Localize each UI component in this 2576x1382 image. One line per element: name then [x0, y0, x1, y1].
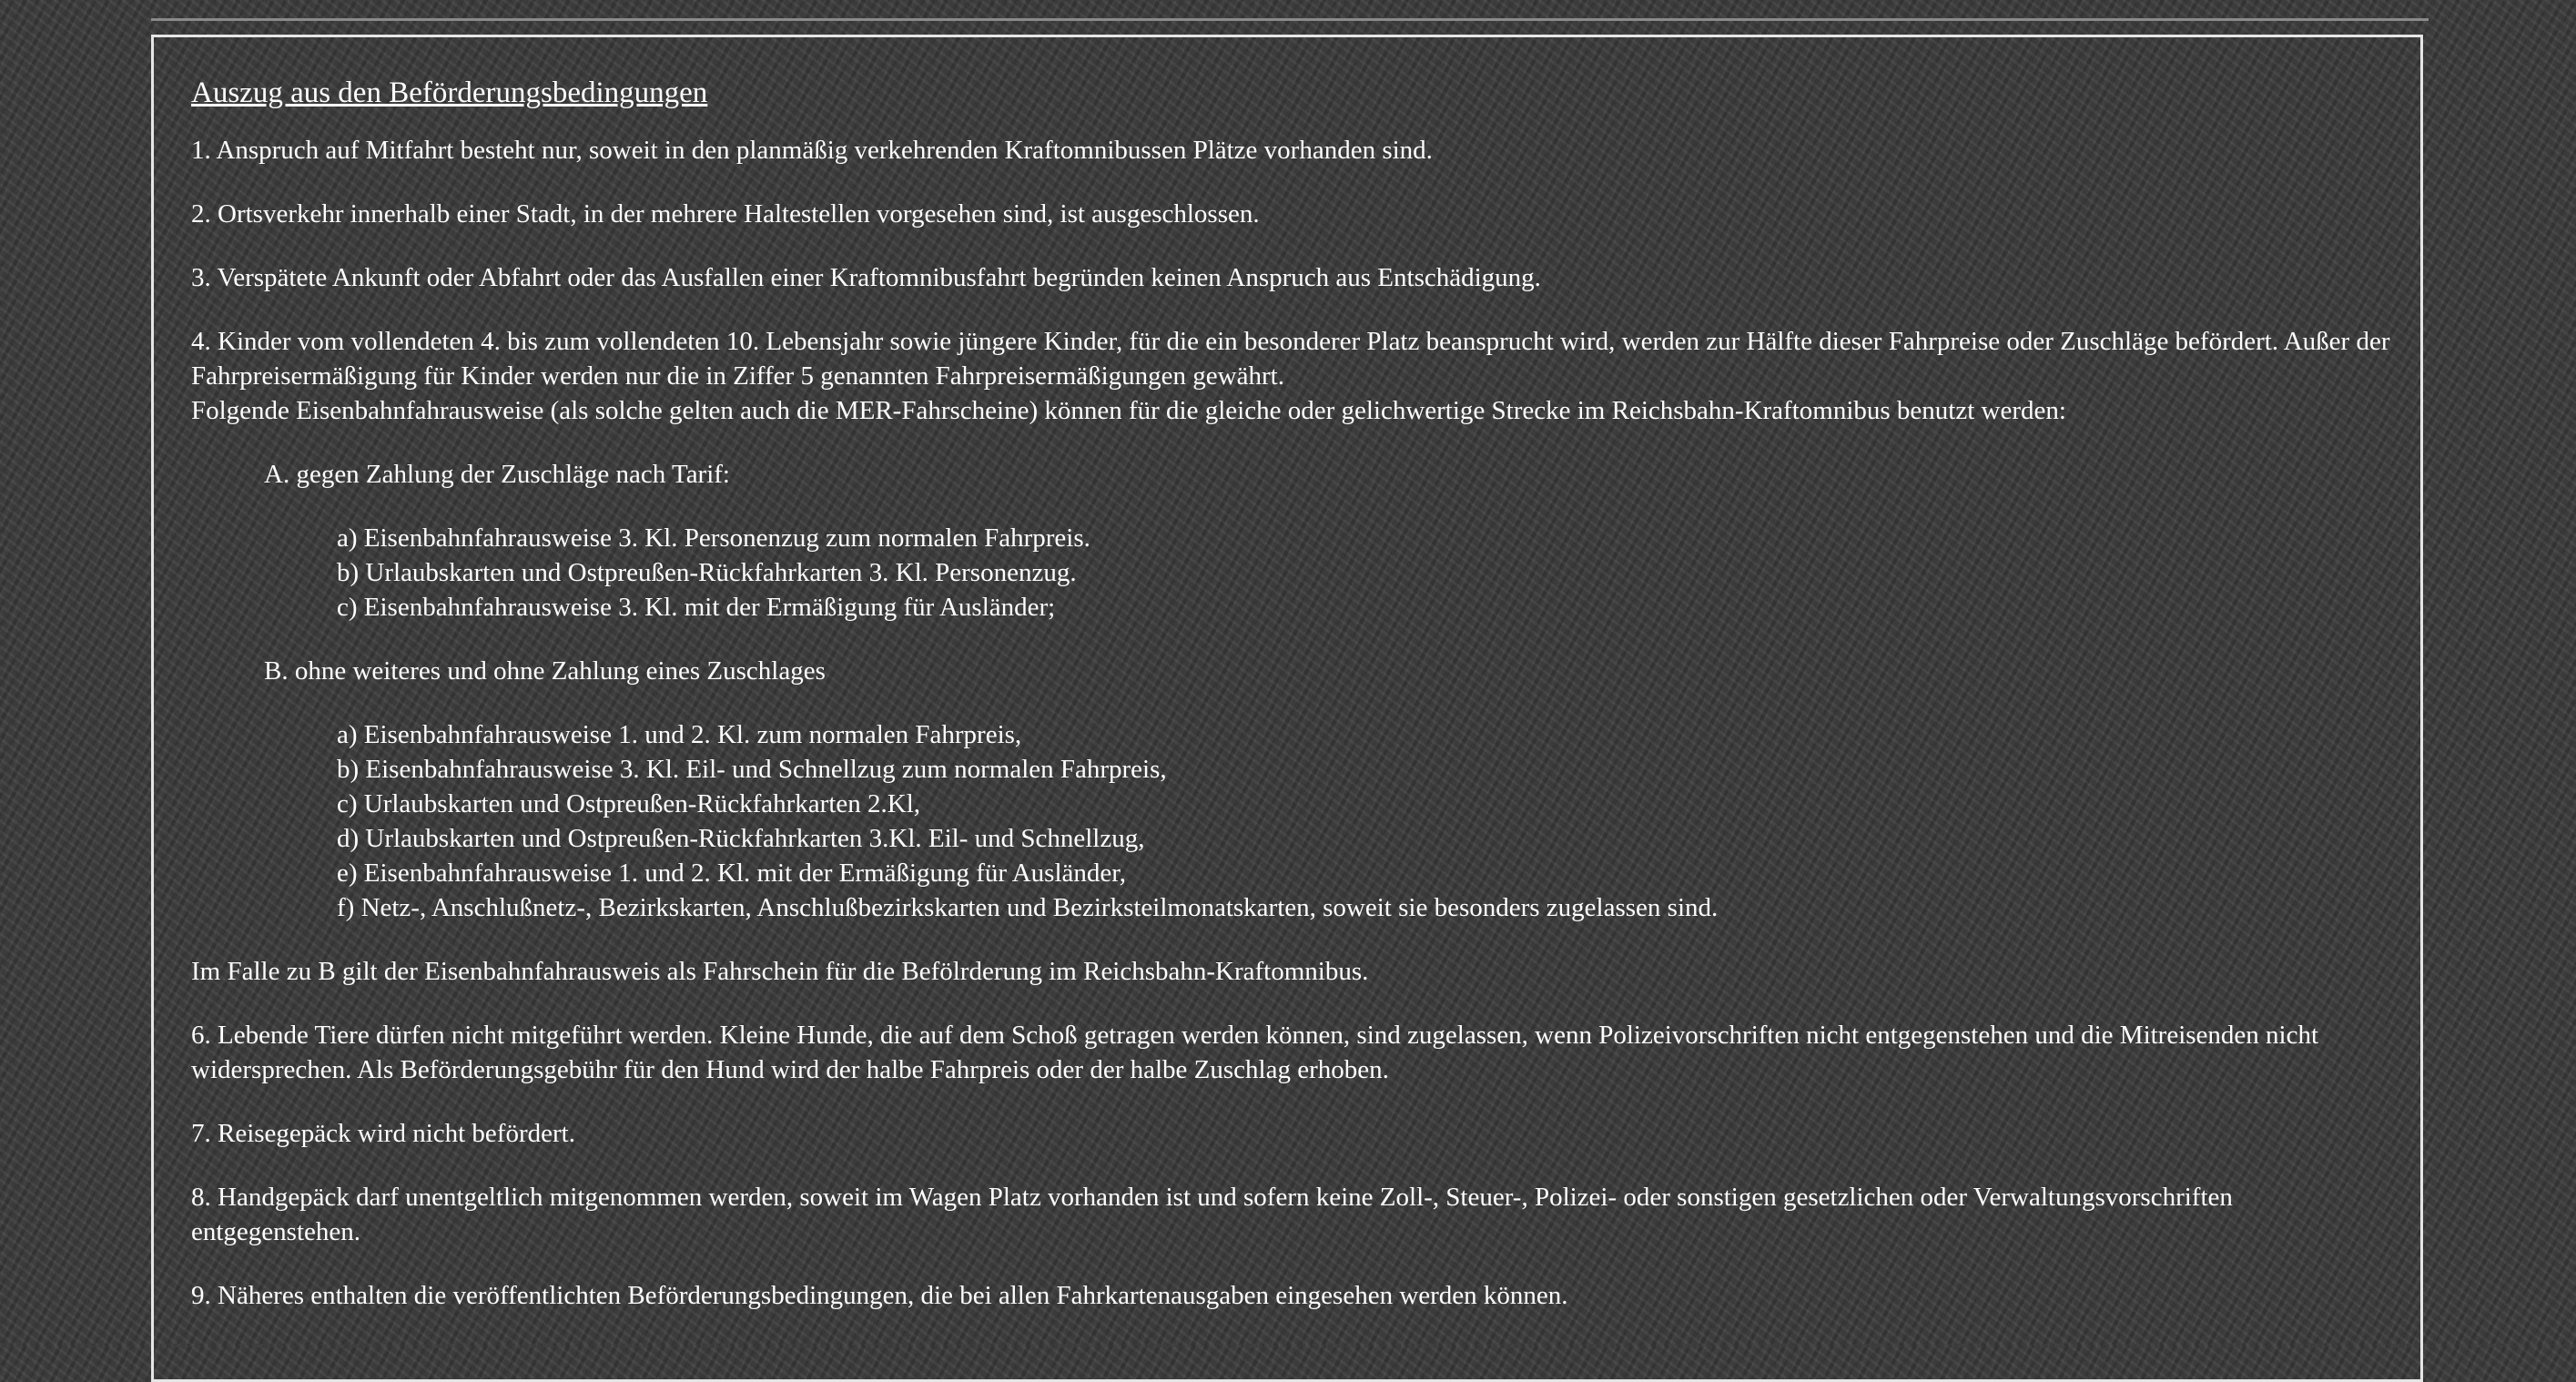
clause-4-ticket-intro: Folgende Eisenbahnfahrausweise (als solche gelten auch die MER-Fahrscheine) können für die gleiche oder gelichwertige Strecke im Reichsbahn-Kraftomnibus benutzt werden: — [191, 396, 2066, 425]
list-item: b) Urlaubskarten und Ostpreußen-Rückfahrkarten 3. Kl. Personenzug. — [337, 558, 1077, 587]
clause-6: 6. Lebende Tiere dürfen nicht mitgeführt werden. Kleine Hunde, die auf dem Schoß getragen werden können, sind zugelassen, wenn Polizeivorschriften nicht entgegenstehen und die Mitreisenden nicht widersprechen. Als Beförderungsgebühr für den Hund wird der halbe Fahrpreis oder der halbe Zuschlag erhoben. — [191, 1021, 2319, 1084]
list-item: c) Urlaubskarten und Ostpreußen-Rückfahrkarten 2.Kl, — [337, 789, 921, 818]
section-b-heading: B. ohne weiteres und ohne Zahlung eines Zuschlages — [264, 656, 826, 686]
clause-2: 2. Ortsverkehr innerhalb einer Stadt, in der mehrere Haltestellen vorgesehen sind, ist ausgeschlossen. — [191, 199, 1260, 229]
section-a-heading: A. gegen Zahlung der Zuschläge nach Tarif: — [264, 460, 730, 489]
page-title: Auszug aus den Beförderungsbedingungen — [191, 76, 708, 109]
list-item: a) Eisenbahnfahrausweise 3. Kl. Personenzug zum normalen Fahrpreis. — [337, 523, 1090, 553]
section-b-list — [337, 717, 2394, 925]
list-item: a) Eisenbahnfahrausweise 1. und 2. Kl. zum normalen Fahrpreis, — [337, 720, 1022, 749]
top-divider — [151, 18, 2429, 21]
clause-7: 7. Reisegepäck wird nicht befördert. — [191, 1119, 575, 1148]
clause-4 — [191, 324, 2394, 428]
list-item: e) Eisenbahnfahrausweise 1. und 2. Kl. mit der Ermäßigung für Ausländer, — [337, 859, 1126, 888]
clause-4-text: 4. Kinder vom vollendeten 4. bis zum vollendeten 10. Lebensjahr sowie jüngere Kinder, für die ein besonderer Platz beansprucht wird, werden zur Hälfte dieser Fahrpreise oder Zuschläge befördert. Außer der Fahrpreisermäßigung für Kinder werden nur die in Ziffer 5 genannten Fahrpreisermäßigungen gewährt. — [191, 327, 2390, 391]
clause-9: 9. Näheres enthalten die veröffentlichten Beförderungsbedingungen, die bei allen Fahrkartenausgaben eingesehen werden können. — [191, 1281, 1568, 1310]
list-item: f) Netz-, Anschlußnetz-, Bezirkskarten, Anschlußbezirkskarten und Bezirksteilmonatskarten, soweit sie besonders zugelassen sind. — [337, 893, 1719, 922]
conditions-document — [191, 73, 2394, 1342]
clause-3: 3. Verspätete Ankunft oder Abfahrt oder das Ausfallen einer Kraftomnibusfahrt begründen keinen Anspruch aus Entschädigung. — [191, 263, 1541, 292]
section-a-list — [337, 521, 2394, 625]
list-item: c) Eisenbahnfahrausweise 3. Kl. mit der Ermäßigung für Ausländer; — [337, 593, 1056, 622]
clause-8: 8. Handgepäck darf unentgeltlich mitgenommen werden, soweit im Wagen Platz vorhanden ist und sofern keine Zoll-, Steuer-, Polizei- oder sonstigen gesetzlichen oder Verwaltungsvorschriften entgegenstehen. — [191, 1183, 2233, 1246]
list-item: d) Urlaubskarten und Ostpreußen-Rückfahrkarten 3.Kl. Eil- und Schnellzug, — [337, 824, 1145, 853]
list-item: b) Eisenbahnfahrausweise 3. Kl. Eil- und Schnellzug zum normalen Fahrpreis, — [337, 755, 1167, 784]
case-b-note: Im Falle zu B gilt der Eisenbahnfahrausweis als Fahrschein für die Befölrderung im Reichsbahn-Kraftomnibus. — [191, 957, 1369, 986]
clause-1: 1. Anspruch auf Mitfahrt besteht nur, soweit in den planmäßig verkehrenden Kraftomnibussen Plätze vorhanden sind. — [191, 136, 1433, 165]
